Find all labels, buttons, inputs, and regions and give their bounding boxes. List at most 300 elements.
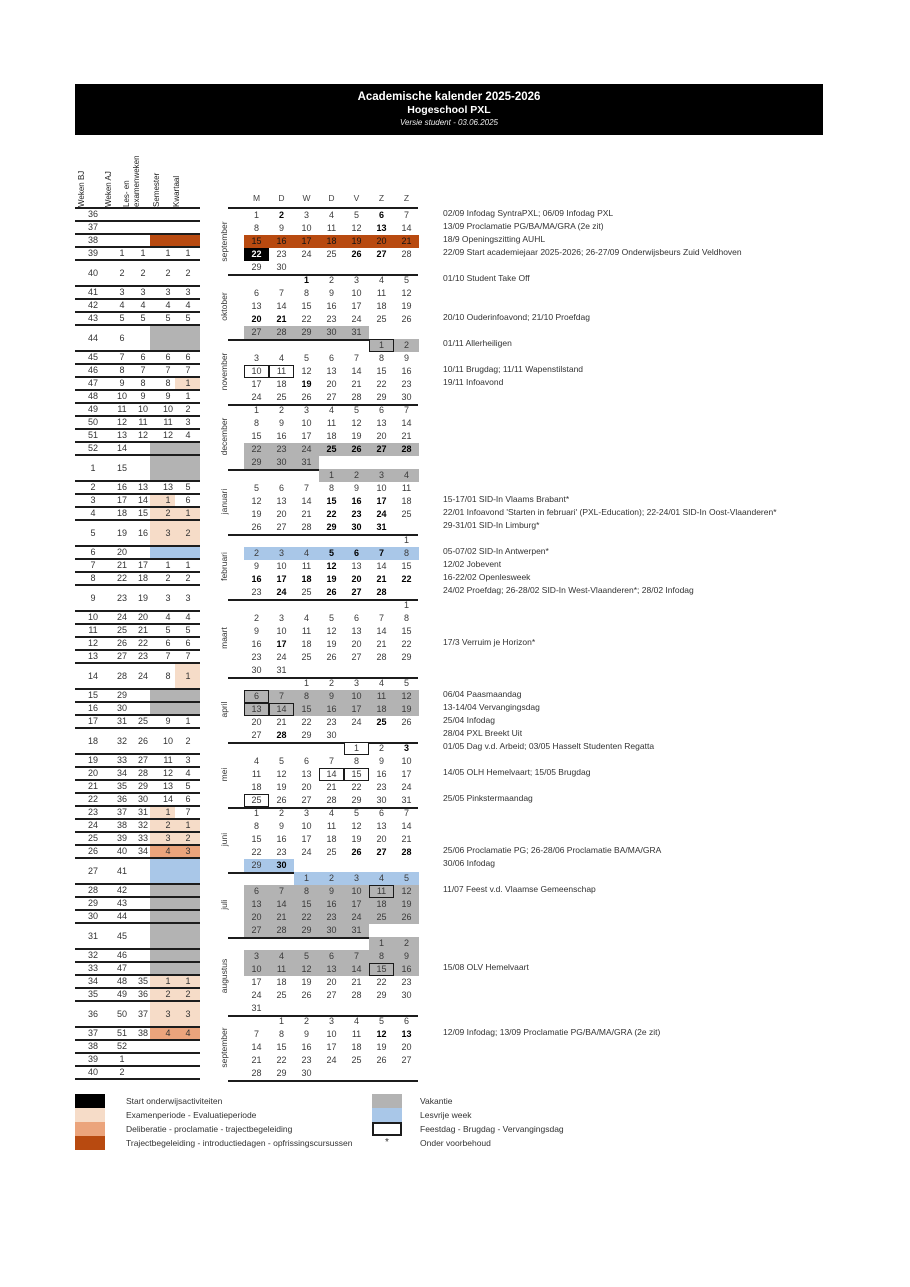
day-cell: 26 [401, 314, 412, 324]
day-cell: 6 [319, 950, 344, 963]
cell-les-examenweken: 33 [137, 833, 148, 843]
day-cell: 22 [376, 977, 387, 987]
day-cell: 1 [303, 275, 309, 285]
day-cell: 14 [251, 1042, 262, 1052]
day-cell: 23 [326, 314, 337, 324]
annotation: 01/11 Allerheiligen [443, 338, 512, 348]
day-cell: 28 [351, 392, 362, 402]
weekday-header: Z [378, 193, 385, 203]
cell-weken-bj: 27 [87, 866, 98, 876]
day-cell: 9 [378, 756, 384, 766]
legend-swatch-deliberatie [75, 1122, 105, 1136]
kwartaal-cell-bg [175, 924, 200, 948]
cell-weken-bj: 10 [87, 612, 98, 622]
day-cell: 28 [394, 443, 419, 456]
cell-les-examenweken: 38 [137, 1028, 148, 1038]
week-row [75, 495, 200, 508]
column-header-les-en: Les- en [122, 180, 131, 207]
legend-label-lesvrije-week: Lesvrije week [420, 1110, 472, 1120]
day-cell: 30 [319, 924, 344, 937]
month-block-februari [219, 534, 418, 601]
day-cell: 28 [351, 990, 362, 1000]
cell-semester: 6 [165, 352, 171, 362]
day-cell: 8 [328, 483, 334, 493]
day-cell: 20 [251, 717, 262, 727]
day-cell: 15 [301, 301, 312, 311]
week-row [75, 508, 200, 521]
day-cell: 13 [251, 301, 262, 311]
day-cell: 8 [378, 353, 384, 363]
cell-weken-aj: 42 [116, 885, 127, 895]
day-cell: 19 [401, 301, 412, 311]
month-block-juli [219, 872, 418, 939]
cell-les-examenweken: 4 [140, 300, 146, 310]
day-cell: 28 [276, 730, 287, 740]
month-label: oktober [219, 292, 229, 321]
day-cell: 29 [301, 730, 312, 740]
day-cell: 21 [376, 639, 387, 649]
day-cell: 15 [369, 963, 394, 976]
day-cell: 1 [294, 872, 319, 885]
annotation: 30/06 Infodag [443, 858, 495, 868]
day-cell: 10 [376, 483, 387, 493]
day-cell: 11 [369, 690, 394, 703]
month-block-mei [219, 742, 418, 809]
cell-semester: 3 [165, 833, 171, 843]
cell-kwartaal: 3 [185, 755, 191, 765]
week-row [75, 1041, 200, 1054]
cell-weken-aj: 51 [116, 1028, 127, 1038]
day-cell: 3 [353, 275, 359, 285]
cell-weken-aj: 12 [116, 417, 127, 427]
kwartaal-cell-bg [175, 456, 200, 480]
week-row [75, 326, 200, 352]
cell-kwartaal: 5 [185, 625, 191, 635]
day-cell: 16 [319, 898, 344, 911]
day-cell: 26 [326, 652, 337, 662]
cell-les-examenweken: 8 [140, 378, 146, 388]
annotation: 14/05 OLH Hemelvaart; 15/05 Brugdag [443, 767, 591, 777]
week-row [75, 430, 200, 443]
month-block-november [219, 339, 418, 406]
legend-label-start: Start onderwijsactiviteiten [126, 1096, 223, 1106]
day-cell: 24 [351, 314, 362, 324]
day-cell: 27 [401, 1055, 412, 1065]
month-block-oktober [219, 274, 418, 341]
day-cell: 21 [276, 717, 287, 727]
day-cell: 23 [301, 1055, 312, 1065]
day-cell: 7 [278, 288, 284, 298]
day-cell: 4 [303, 613, 309, 623]
semester-cell-bg [150, 950, 175, 961]
day-cell: 3 [253, 353, 259, 363]
cell-weken-bj: 52 [87, 443, 98, 453]
day-cell: 4 [328, 808, 334, 818]
day-cell: 20 [301, 782, 312, 792]
cell-weken-bj: 2 [90, 482, 96, 492]
day-cell: 17 [301, 431, 312, 441]
weekday-header-row [228, 193, 418, 207]
day-cell: 20 [369, 235, 394, 248]
month-label: juni [219, 832, 229, 847]
day-cell: 22 [401, 639, 412, 649]
day-cell: 2 [328, 275, 334, 285]
day-cell: 14 [301, 496, 312, 506]
day-cell: 22 [244, 248, 269, 261]
day-cell: 19 [251, 509, 262, 519]
day-cell: 8 [303, 288, 309, 298]
annotation: 24/02 Proefdag; 26-28/02 SID-In West-Vlaanderen*; 28/02 Infodag [443, 585, 694, 595]
day-cell: 24 [344, 911, 369, 924]
week-row [75, 625, 200, 638]
day-cell: 1 [319, 469, 344, 482]
cell-semester: 2 [165, 989, 171, 999]
semester-cell-bg [150, 547, 175, 558]
day-cell: 18 [326, 431, 337, 441]
day-cell: 4 [378, 275, 384, 285]
day-cell: 26 [394, 911, 419, 924]
cell-kwartaal: 3 [185, 1009, 191, 1019]
cell-weken-aj: 27 [116, 651, 127, 661]
day-cell: 31 [294, 456, 319, 469]
day-cell: 18 [376, 301, 387, 311]
day-cell: 19 [301, 977, 312, 987]
day-cell: 11 [326, 223, 337, 233]
legend-swatch-start [75, 1094, 105, 1108]
day-cell: 19 [326, 639, 337, 649]
day-cell: 23 [401, 977, 412, 987]
day-cell: 5 [303, 353, 309, 363]
cell-semester: 9 [165, 391, 171, 401]
day-cell: 2 [278, 405, 284, 415]
month-label: juli [219, 899, 229, 910]
day-cell: 11 [301, 561, 312, 571]
day-cell: 18 [301, 639, 312, 649]
day-cell: 31 [344, 924, 369, 937]
day-cell: 7 [403, 210, 409, 220]
weekday-header: D [328, 193, 335, 203]
week-row [75, 300, 200, 313]
cell-weken-aj: 2 [119, 268, 125, 278]
cell-weken-bj: 23 [87, 807, 98, 817]
day-cell: 14 [401, 223, 412, 233]
week-row [75, 482, 200, 495]
cell-weken-bj: 37 [87, 1028, 98, 1038]
cell-weken-aj: 28 [116, 671, 127, 681]
cell-semester: 8 [165, 671, 171, 681]
day-cell: 29 [251, 262, 262, 272]
day-cell: 29 [376, 990, 387, 1000]
legend-asterisk: * [385, 1137, 389, 1148]
day-cell: 1 [403, 535, 409, 545]
weekday-header: V [353, 193, 360, 203]
day-cell: 21 [394, 235, 419, 248]
cell-weken-bj: 16 [87, 703, 98, 713]
day-cell: 9 [253, 561, 259, 571]
week-row [75, 716, 200, 729]
day-cell: 12 [251, 496, 262, 506]
cell-kwartaal: 1 [185, 378, 191, 388]
cell-weken-aj: 1 [119, 1054, 125, 1064]
cell-semester: 10 [162, 404, 173, 414]
day-cell: 28 [269, 924, 294, 937]
day-cell: 15 [294, 898, 319, 911]
day-cell: 11 [301, 626, 312, 636]
semester-cell-bg [150, 703, 175, 714]
day-cell: 2 [303, 1016, 309, 1026]
semester-cell-bg [150, 911, 175, 922]
day-cell: 10 [301, 821, 312, 831]
cell-weken-bj: 34 [87, 976, 98, 986]
semester-cell-bg [150, 963, 175, 974]
kwartaal-cell-bg [175, 963, 200, 974]
cell-les-examenweken: 26 [137, 736, 148, 746]
day-cell: 31 [251, 1003, 262, 1013]
day-cell: 28 [401, 847, 412, 857]
cell-kwartaal: 6 [185, 352, 191, 362]
cell-weken-aj: 38 [116, 820, 127, 830]
cell-kwartaal: 4 [185, 430, 191, 440]
day-cell: 31 [276, 665, 287, 675]
week-row [75, 1028, 200, 1041]
day-cell: 6 [353, 613, 359, 623]
cell-les-examenweken: 14 [137, 495, 148, 505]
day-cell: 30 [269, 859, 294, 872]
cell-weken-aj: 17 [116, 495, 127, 505]
annotation: 11/07 Feest v.d. Vlaamse Gemeenschap [443, 884, 596, 894]
day-cell: 29 [351, 795, 362, 805]
cell-les-examenweken: 11 [138, 417, 148, 427]
day-cell: 30 [301, 1068, 312, 1078]
cell-weken-bj: 28 [87, 885, 98, 895]
cell-weken-aj: 14 [116, 443, 127, 453]
cell-kwartaal: 1 [185, 508, 191, 518]
day-cell: 29 [244, 456, 269, 469]
day-cell: 25 [326, 249, 337, 259]
cell-weken-aj: 22 [116, 573, 127, 583]
cell-weken-aj: 32 [116, 736, 127, 746]
day-cell: 12 [276, 769, 287, 779]
annotation: 12/02 Jobevent [443, 559, 502, 569]
cell-weken-aj: 46 [116, 950, 127, 960]
day-cell: 17 [351, 301, 362, 311]
day-cell: 25 [301, 652, 312, 662]
week-row [75, 950, 200, 963]
day-cell: 14 [319, 768, 344, 781]
day-cell: 23 [401, 379, 412, 389]
day-cell: 13 [244, 703, 269, 716]
day-cell: 9 [278, 418, 284, 428]
cell-weken-bj: 11 [88, 625, 98, 635]
cell-les-examenweken: 16 [137, 528, 148, 538]
month-label: maart [219, 627, 229, 649]
day-cell: 11 [326, 821, 337, 831]
annotation: 25/05 Pinkstermaandag [443, 793, 533, 803]
cell-weken-aj: 9 [119, 378, 125, 388]
day-cell: 10 [244, 963, 269, 976]
annotation: 20/10 Ouderinfoavond; 21/10 Proefdag [443, 312, 590, 322]
cell-kwartaal: 4 [185, 768, 191, 778]
day-cell: 4 [353, 1016, 359, 1026]
cell-semester: 2 [165, 820, 171, 830]
day-cell: 27 [276, 522, 287, 532]
week-row [75, 989, 200, 1002]
day-cell: 12 [294, 963, 319, 976]
cell-weken-bj: 36 [87, 1009, 98, 1019]
day-cell: 9 [278, 223, 284, 233]
cell-semester: 1 [165, 248, 171, 258]
cell-les-examenweken: 15 [137, 508, 148, 518]
day-cell: 26 [401, 717, 412, 727]
cell-weken-bj: 39 [87, 1054, 98, 1064]
day-cell: 26 [344, 443, 369, 456]
day-cell: 18 [276, 977, 287, 987]
month-block-maart [219, 599, 418, 679]
day-cell: 15 [344, 768, 369, 781]
annotation: 16-22/02 Openlesweek [443, 572, 531, 582]
day-cell: 23 [351, 509, 362, 519]
day-cell: 21 [326, 782, 337, 792]
day-cell: 21 [401, 431, 412, 441]
semester-cell-bg [150, 456, 175, 480]
cell-weken-bj: 50 [87, 417, 98, 427]
annotation: 25/04 Infodag [443, 715, 495, 725]
week-row [75, 222, 200, 235]
day-cell: 17 [301, 834, 312, 844]
legend-label-feestdag: Feestdag - Brugdag - Vervangingsdag [420, 1124, 564, 1134]
cell-weken-bj: 41 [87, 287, 98, 297]
cell-semester: 7 [165, 651, 171, 661]
legend-label-examenperiode: Examenperiode - Evaluatieperiode [126, 1110, 257, 1120]
day-cell: 20 [326, 379, 337, 389]
day-cell: 30 [319, 326, 344, 339]
day-cell: 5 [378, 1016, 384, 1026]
day-cell: 18 [301, 574, 312, 584]
day-cell: 3 [303, 210, 309, 220]
day-cell: 23 [376, 782, 387, 792]
day-cell: 8 [294, 885, 319, 898]
day-cell: 25 [401, 509, 412, 519]
day-cell: 22 [294, 911, 319, 924]
day-cell: 7 [403, 808, 409, 818]
kwartaal-cell-bg [175, 859, 200, 883]
day-cell: 2 [394, 339, 419, 352]
day-cell: 20 [376, 431, 387, 441]
day-cell: 2 [253, 613, 259, 623]
day-cell: 4 [369, 872, 394, 885]
month-label: augustus [219, 958, 229, 994]
week-row [75, 547, 200, 560]
cell-kwartaal: 2 [185, 833, 191, 843]
cell-semester: 4 [165, 300, 171, 310]
cell-les-examenweken: 36 [137, 989, 148, 999]
day-cell: 9 [394, 950, 419, 963]
cell-weken-aj: 5 [119, 313, 125, 323]
cell-weken-bj: 25 [87, 833, 98, 843]
cell-les-examenweken: 24 [137, 671, 148, 681]
cell-semester: 2 [165, 268, 171, 278]
day-cell: 16 [301, 1042, 312, 1052]
annotation: 01/10 Student Take Off [443, 273, 530, 283]
weekday-header: W [302, 193, 311, 203]
day-cell: 22 [376, 379, 387, 389]
day-cell: 8 [353, 756, 359, 766]
day-cell: 12 [326, 561, 337, 571]
day-cell: 14 [401, 821, 412, 831]
cell-semester: 11 [163, 417, 173, 427]
cell-semester: 1 [165, 495, 171, 505]
annotation: 13/09 Proclamatie PG/BA/MA/GRA (2e zit) [443, 221, 604, 231]
day-cell: 15 [276, 1042, 287, 1052]
day-cell: 26 [376, 1055, 387, 1065]
cell-weken-aj: 43 [116, 898, 127, 908]
cell-weken-aj: 36 [116, 794, 127, 804]
cell-weken-aj: 30 [116, 703, 127, 713]
week-row [75, 560, 200, 573]
week-row [75, 586, 200, 612]
cell-weken-aj: 31 [116, 716, 127, 726]
cell-semester: 3 [165, 528, 171, 538]
day-cell: 9 [328, 288, 334, 298]
day-cell: 25 [369, 911, 394, 924]
day-cell: 10 [301, 223, 312, 233]
day-cell: 5 [253, 483, 259, 493]
day-cell: 18 [251, 782, 262, 792]
cell-weken-bj: 51 [87, 430, 98, 440]
day-cell: 17 [276, 639, 287, 649]
day-cell: 22 [301, 314, 312, 324]
cell-semester: 4 [165, 1028, 171, 1038]
day-cell: 15 [244, 235, 269, 248]
day-cell: 10 [401, 756, 412, 766]
day-cell: 6 [378, 210, 384, 220]
day-cell: 24 [276, 587, 287, 597]
cell-weken-aj: 41 [116, 866, 127, 876]
cell-weken-aj: 4 [119, 300, 125, 310]
day-cell: 23 [326, 717, 337, 727]
cell-kwartaal: 2 [185, 736, 191, 746]
cell-kwartaal: 7 [185, 807, 191, 817]
day-cell: 3 [303, 405, 309, 415]
day-cell: 4 [269, 950, 294, 963]
cell-weken-bj: 40 [87, 268, 98, 278]
day-cell: 1 [369, 339, 394, 352]
cell-kwartaal: 6 [185, 794, 191, 804]
day-cell: 24 [301, 847, 312, 857]
day-cell: 7 [253, 1029, 259, 1039]
day-cell: 22 [301, 717, 312, 727]
day-cell: 26 [301, 990, 312, 1000]
day-cell: 28 [376, 587, 387, 597]
day-cell: 17 [344, 898, 369, 911]
weekday-header: D [278, 193, 285, 203]
weekday-header: Z [403, 193, 410, 203]
day-cell: 12 [394, 885, 419, 898]
day-cell: 4 [378, 678, 384, 688]
day-cell: 29 [244, 859, 269, 872]
annotation: 22/01 Infoavond 'Starten in februari' (PXL-Education); 22-24/01 SID-In Oost-Vlaanderen* [443, 507, 777, 517]
cell-weken-aj: 44 [116, 911, 127, 921]
month-label: mei [219, 767, 229, 782]
cell-kwartaal: 2 [185, 573, 191, 583]
day-cell: 28 [251, 1068, 262, 1078]
month-block-september [219, 209, 418, 276]
day-cell: 23 [251, 652, 262, 662]
day-cell: 5 [353, 210, 359, 220]
day-cell: 5 [403, 678, 409, 688]
day-cell: 25 [376, 314, 387, 324]
day-cell: 5 [328, 613, 334, 623]
